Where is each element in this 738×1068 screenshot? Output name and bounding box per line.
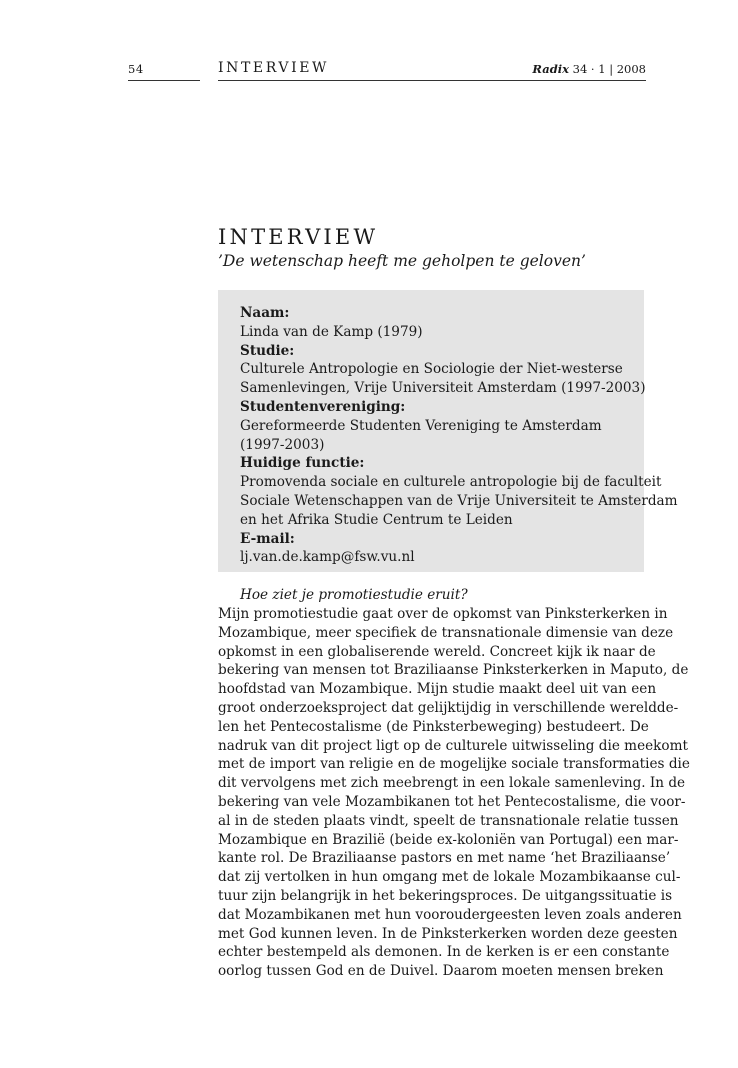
header-rule-right xyxy=(218,80,646,81)
body-line: opkomst in een globaliserende wereld. Concreet kijk ik naar de xyxy=(218,643,656,660)
page-number: 54 xyxy=(128,62,144,76)
position-value-line: en het Afrika Studie Centrum te Leiden xyxy=(240,511,513,528)
body-text xyxy=(218,605,690,981)
running-title: INTERVIEW xyxy=(218,60,330,76)
body-line: Mozambique en Brazilië (beide ex-koloniën van Portugal) een mar- xyxy=(218,831,679,848)
email-label: E-mail: xyxy=(240,530,295,547)
study-label: Studie: xyxy=(240,342,295,359)
body-line: dat Mozambikanen met hun vooroudergeesten leven zoals anderen xyxy=(218,906,682,923)
body-line: echter bestempeld als demonen. In de kerken is er een constante xyxy=(218,944,670,961)
study-value-line: Samenlevingen, Vrije Universiteit Amsterdam (1997-2003) xyxy=(240,380,646,397)
body-line: kante rol. De Braziliaanse pastors en met name ‘het Braziliaanse’ xyxy=(218,850,671,867)
position-value-line: Promovenda sociale en culturele antropologie bij de faculteit xyxy=(240,474,662,491)
body-line: hoofdstad van Mozambique. Mijn studie maakt deel uit van een xyxy=(218,681,657,698)
journal-name: Radix xyxy=(532,62,569,76)
email-value: lj.van.de.kamp@fsw.vu.nl xyxy=(240,549,415,566)
body-line: al in de steden plaats vindt, speelt de transnationale relatie tussen xyxy=(218,812,679,829)
body-line: nadruk van dit project ligt op de culturele uitwisseling die meekomt xyxy=(218,737,688,754)
name-label: Naam: xyxy=(240,305,290,321)
name-value: Linda van de Kamp (1979) xyxy=(240,323,423,340)
association-value-line: (1997-2003) xyxy=(240,436,325,453)
header-rule-left xyxy=(128,80,200,81)
association-value-line: Gereformeerde Studenten Vereniging te Amsterdam xyxy=(240,417,602,434)
interview-question: Hoe ziet je promotiestudie eruit? xyxy=(240,587,468,603)
body-line: dit vervolgens met zich meebrengt in een lokale samenleving. In de xyxy=(218,775,686,792)
issue-info: 34 · 1 | 2008 xyxy=(572,62,646,76)
profile-infobox xyxy=(218,290,678,572)
body-line: len het Pentecostalisme (de Pinksterbeweging) bestudeert. De xyxy=(218,718,649,735)
body-line: Mijn promotiestudie gaat over de opkomst van Pinksterkerken in xyxy=(218,606,668,622)
body-line: met God kunnen leven. In de Pinksterkerken worden deze geesten xyxy=(218,925,678,942)
body-line: bekering van mensen tot Braziliaanse Pinksterkerken in Maputo, de xyxy=(218,662,689,679)
association-label: Studentenvereniging: xyxy=(240,398,406,415)
position-value-line: Sociale Wetenschappen van de Vrije Universiteit te Amsterdam xyxy=(240,492,678,509)
body-line: bekering van vele Mozambikanen tot het Pentecostalisme, die voor- xyxy=(218,793,686,810)
body-line: groot onderzoeksproject dat gelijktijdig in verschillende werelddе- xyxy=(218,699,679,716)
position-label: Huidige functie: xyxy=(240,455,365,472)
section-title: INTERVIEW xyxy=(218,225,379,249)
body-line: oorlog tussen God en de Duivel. Daarom moeten mensen breken xyxy=(218,963,664,980)
body-line: tuur zijn belangrijk in het bekeringsproces. De uitgangssituatie is xyxy=(218,887,673,904)
body-line: met de import van religie en de mogelijke sociale transformaties die xyxy=(218,756,690,773)
article-subtitle: ’De wetenschap heeft me geholpen te geloven’ xyxy=(218,252,586,270)
body-line: dat zij vertolken in hun omgang met de lokale Mozambikaanse cul- xyxy=(218,869,681,886)
study-value-line: Culturele Antropologie en Sociologie der Niet-westerse xyxy=(240,361,623,378)
running-meta xyxy=(532,62,646,76)
body-line: Mozambique, meer specifiek de transnationale dimensie van deze xyxy=(218,624,674,641)
